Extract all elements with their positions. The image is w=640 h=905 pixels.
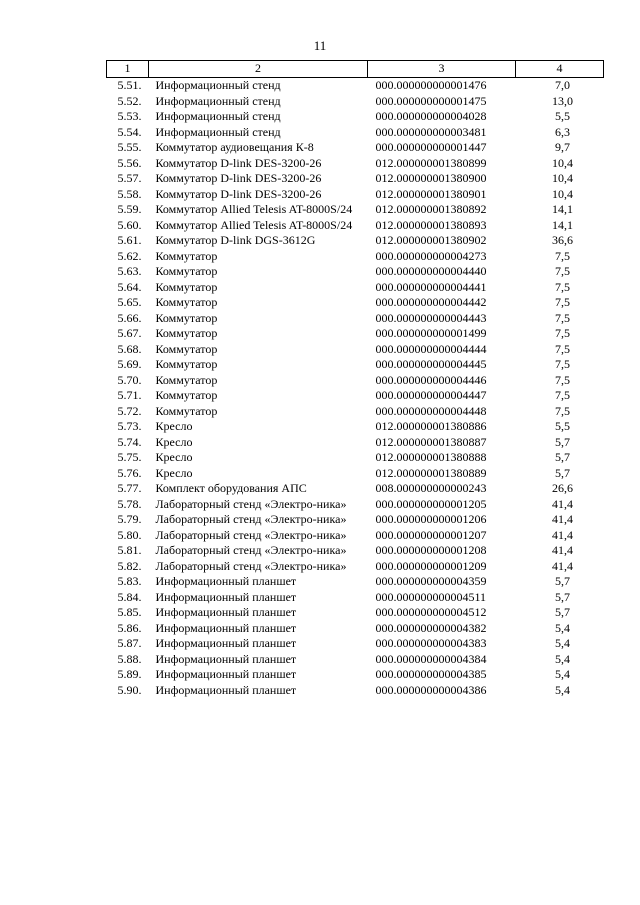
table-row <box>107 683 604 699</box>
row-number: 5.61. <box>117 233 142 247</box>
table-header-row <box>107 61 604 78</box>
item-value: 10,4 <box>552 171 573 185</box>
item-name: Лабораторный стенд «Электро-ника» <box>155 543 347 557</box>
table-row <box>107 94 604 110</box>
row-number: 5.56. <box>117 155 142 170</box>
row-number: 5.82. <box>117 558 142 573</box>
table-row <box>107 435 604 451</box>
item-name: Коммутатор аудиовещания К-8 <box>155 140 314 154</box>
inventory-code: 000.000000000004359 <box>375 574 487 588</box>
table-row <box>107 497 604 513</box>
row-number: 5.68. <box>117 341 142 356</box>
row-number: 5.64. <box>117 279 142 294</box>
item-name: Кресло <box>155 450 193 464</box>
table-row <box>107 528 604 544</box>
item-name: Коммутатор D-link DES-3200-26 <box>155 155 322 170</box>
item-value: 5,4 <box>555 636 570 650</box>
inventory-code: 012.000000001380892 <box>375 202 487 216</box>
table-row <box>107 187 604 203</box>
row-number: 5.71. <box>117 388 142 402</box>
item-value: 10,4 <box>552 155 573 170</box>
item-value: 7,5 <box>555 341 570 356</box>
table-body <box>107 78 604 699</box>
inventory-code: 012.000000001380899 <box>375 155 487 170</box>
row-number: 5.60. <box>117 217 142 232</box>
inventory-code: 000.000000000001447 <box>375 140 487 154</box>
row-number: 5.65. <box>117 295 142 309</box>
row-number: 5.74. <box>117 434 142 449</box>
row-number: 5.75. <box>117 450 142 464</box>
row-number: 5.83. <box>117 574 142 588</box>
inventory-code: 000.000000000004383 <box>375 636 487 650</box>
item-value: 7,5 <box>555 295 570 309</box>
item-value: 7,5 <box>555 248 570 263</box>
item-value: 7,0 <box>555 78 570 92</box>
table-row <box>107 590 604 606</box>
row-number: 5.51. <box>117 78 142 92</box>
row-number: 5.69. <box>117 357 142 371</box>
inventory-code: 000.000000000001476 <box>375 78 487 92</box>
inventory-code: 000.000000000004443 <box>375 310 487 325</box>
item-value: 14,1 <box>552 202 573 216</box>
row-number: 5.84. <box>117 589 142 604</box>
item-value: 5,7 <box>555 605 570 619</box>
item-name: Коммутатор <box>155 403 218 418</box>
inventory-code: 000.000000000001209 <box>375 558 487 573</box>
table-row <box>107 156 604 172</box>
item-name: Коммутатор D-link DGS-3612G <box>155 233 316 247</box>
item-name: Информационный планшет <box>155 651 297 666</box>
item-value: 7,5 <box>555 326 570 340</box>
item-name: Информационный планшет <box>155 605 297 619</box>
inventory-code: 000.000000000004447 <box>375 388 487 402</box>
item-value: 36,6 <box>552 233 573 247</box>
table-row <box>107 78 604 94</box>
inventory-code: 012.000000001380901 <box>375 186 487 201</box>
row-number: 5.73. <box>117 419 142 433</box>
table-row <box>107 233 604 249</box>
row-number: 5.66. <box>117 310 142 325</box>
row-number: 5.87. <box>117 636 142 650</box>
row-number: 5.57. <box>117 171 142 185</box>
item-name: Кресло <box>155 419 193 433</box>
item-value: 5,7 <box>555 434 570 449</box>
item-name: Коммутатор <box>155 326 218 340</box>
row-number: 5.77. <box>117 481 142 495</box>
item-name: Коммутатор <box>155 248 218 263</box>
item-value: 41,4 <box>552 543 573 557</box>
row-number: 5.79. <box>117 512 142 526</box>
table-row <box>107 295 604 311</box>
item-name: Лабораторный стенд «Электро-ника» <box>155 512 347 526</box>
item-name: Коммутатор Allied Telesis AT-8000S/24 <box>155 202 353 216</box>
row-number: 5.58. <box>117 186 142 201</box>
inventory-code: 000.000000000004385 <box>375 667 487 681</box>
column-header-inventory-code: 3 <box>368 61 516 78</box>
inventory-code: 000.000000000004444 <box>375 341 487 356</box>
column-header-name: 2 <box>149 61 368 78</box>
table-row <box>107 667 604 683</box>
item-name: Коммутатор D-link DES-3200-26 <box>155 171 322 185</box>
item-name: Лабораторный стенд «Электро-ника» <box>155 558 347 573</box>
item-value: 7,5 <box>555 310 570 325</box>
item-name: Коммутатор Allied Telesis AT-8000S/24 <box>155 217 353 232</box>
table-row <box>107 280 604 296</box>
page-number: 11 <box>313 38 327 53</box>
inventory-code: 012.000000001380889 <box>375 465 487 480</box>
inventory-code: 008.000000000000243 <box>375 481 487 495</box>
row-number: 5.53. <box>117 109 142 123</box>
item-value: 7,5 <box>555 279 570 294</box>
row-number: 5.52. <box>117 93 142 108</box>
item-value: 41,4 <box>552 496 573 511</box>
item-name: Коммутатор <box>155 264 218 278</box>
item-value: 7,5 <box>555 372 570 387</box>
inventory-code: 000.000000000004273 <box>375 248 487 263</box>
item-name: Лабораторный стенд «Электро-ника» <box>155 496 347 511</box>
item-value: 26,6 <box>552 481 573 495</box>
table-row <box>107 512 604 528</box>
inventory-code: 000.000000000004440 <box>375 264 487 278</box>
item-name: Коммутатор <box>155 295 218 309</box>
inventory-code: 000.000000000001205 <box>375 496 487 511</box>
item-name: Информационный стенд <box>155 124 281 139</box>
item-value: 6,3 <box>555 124 570 139</box>
item-name: Информационный стенд <box>155 78 281 92</box>
item-name: Кресло <box>155 434 193 449</box>
table-row <box>107 140 604 156</box>
inventory-code: 000.000000000001207 <box>375 527 487 542</box>
table-row <box>107 109 604 125</box>
inventory-code: 000.000000000004386 <box>375 682 487 697</box>
item-value: 13,0 <box>552 93 573 108</box>
inventory-code: 000.000000000004384 <box>375 651 487 666</box>
item-name: Кресло <box>155 465 193 480</box>
table-row <box>107 621 604 637</box>
table-row <box>107 264 604 280</box>
row-number: 5.67. <box>117 326 142 340</box>
inventory-code: 012.000000001380887 <box>375 434 487 449</box>
inventory-code: 000.000000000004511 <box>375 589 487 604</box>
inventory-code: 000.000000000001206 <box>375 512 487 526</box>
inventory-code: 000.000000000001499 <box>375 326 487 340</box>
row-number: 5.80. <box>117 527 142 542</box>
inventory-code: 000.000000000004445 <box>375 357 487 371</box>
item-name: Коммутатор <box>155 388 218 402</box>
table-row <box>107 218 604 234</box>
inventory-code: 012.000000001380886 <box>375 419 487 433</box>
item-name: Коммутатор <box>155 341 218 356</box>
column-header-value: 4 <box>516 61 604 78</box>
table-row <box>107 450 604 466</box>
item-name: Информационный планшет <box>155 667 297 681</box>
item-value: 5,5 <box>555 419 570 433</box>
row-number: 5.81. <box>117 543 142 557</box>
row-number: 5.59. <box>117 202 142 216</box>
item-value: 14,1 <box>552 217 573 232</box>
row-number: 5.54. <box>117 124 142 139</box>
item-name: Лабораторный стенд «Электро-ника» <box>155 527 347 542</box>
inventory-code: 000.000000000004442 <box>375 295 487 309</box>
inventory-code: 000.000000000004441 <box>375 279 487 294</box>
row-number: 5.85. <box>117 605 142 619</box>
table-row <box>107 202 604 218</box>
item-name: Информационный стенд <box>155 93 281 108</box>
item-name: Информационный планшет <box>155 589 297 604</box>
item-name: Коммутатор <box>155 279 218 294</box>
inventory-code: 012.000000001380900 <box>375 171 487 185</box>
item-name: Коммутатор D-link DES-3200-26 <box>155 186 322 201</box>
inventory-code: 000.000000000004028 <box>375 109 487 123</box>
row-number: 5.55. <box>117 140 142 154</box>
item-name: Информационный планшет <box>155 682 297 697</box>
row-number: 5.72. <box>117 403 142 418</box>
item-name: Информационный стенд <box>155 109 281 123</box>
inventory-code: 012.000000001380888 <box>375 450 487 464</box>
row-number: 5.89. <box>117 667 142 681</box>
item-value: 7,5 <box>555 388 570 402</box>
table-row <box>107 326 604 342</box>
item-name: Информационный планшет <box>155 636 297 650</box>
item-value: 5,7 <box>555 465 570 480</box>
table-row <box>107 652 604 668</box>
inventory-code: 000.000000000001475 <box>375 93 487 108</box>
table-row <box>107 404 604 420</box>
row-number: 5.63. <box>117 264 142 278</box>
item-name: Коммутатор <box>155 310 218 325</box>
row-number: 5.88. <box>117 651 142 666</box>
item-value: 41,4 <box>552 527 573 542</box>
table-row <box>107 574 604 590</box>
item-name: Коммутатор <box>155 357 218 371</box>
table-row <box>107 543 604 559</box>
item-value: 7,5 <box>555 264 570 278</box>
table-row <box>107 249 604 265</box>
item-name: Коммутатор <box>155 372 218 387</box>
row-number: 5.62. <box>117 248 142 263</box>
item-value: 5,5 <box>555 109 570 123</box>
table-row <box>107 559 604 575</box>
table-row <box>107 481 604 497</box>
row-number: 5.76. <box>117 465 142 480</box>
row-number: 5.70. <box>117 372 142 387</box>
table-row <box>107 373 604 389</box>
inventory-code: 000.000000000004512 <box>375 605 487 619</box>
table-row <box>107 342 604 358</box>
inventory-code: 012.000000001380902 <box>375 233 487 247</box>
column-header-number: 1 <box>107 61 149 78</box>
inventory-code: 000.000000000003481 <box>375 124 487 139</box>
item-value: 41,4 <box>552 558 573 573</box>
item-value: 5,7 <box>555 574 570 588</box>
item-name: Информационный планшет <box>155 574 297 588</box>
table-row <box>107 357 604 373</box>
item-value: 5,4 <box>555 667 570 681</box>
table-row <box>107 311 604 327</box>
inventory-table <box>106 60 604 698</box>
item-value: 5,4 <box>555 682 570 697</box>
inventory-code: 000.000000000004448 <box>375 403 487 418</box>
table-row <box>107 605 604 621</box>
table-row <box>107 171 604 187</box>
row-number: 5.90. <box>117 682 142 697</box>
item-value: 7,5 <box>555 357 570 371</box>
item-value: 7,5 <box>555 403 570 418</box>
item-value: 10,4 <box>552 186 573 201</box>
item-value: 9,7 <box>555 140 570 154</box>
item-value: 5,4 <box>555 620 570 635</box>
item-value: 5,7 <box>555 450 570 464</box>
item-value: 41,4 <box>552 512 573 526</box>
item-name: Комплект оборудования АПС <box>155 481 307 495</box>
table-row <box>107 419 604 435</box>
inventory-code: 000.000000000001208 <box>375 543 487 557</box>
row-number: 5.86. <box>117 620 142 635</box>
table-row <box>107 466 604 482</box>
row-number: 5.78. <box>117 496 142 511</box>
item-name: Информационный планшет <box>155 620 297 635</box>
table-row <box>107 636 604 652</box>
inventory-code: 000.000000000004446 <box>375 372 487 387</box>
inventory-code: 012.000000001380893 <box>375 217 487 232</box>
table-row <box>107 388 604 404</box>
inventory-code: 000.000000000004382 <box>375 620 487 635</box>
item-value: 5,4 <box>555 651 570 666</box>
item-value: 5,7 <box>555 589 570 604</box>
table-row <box>107 125 604 141</box>
